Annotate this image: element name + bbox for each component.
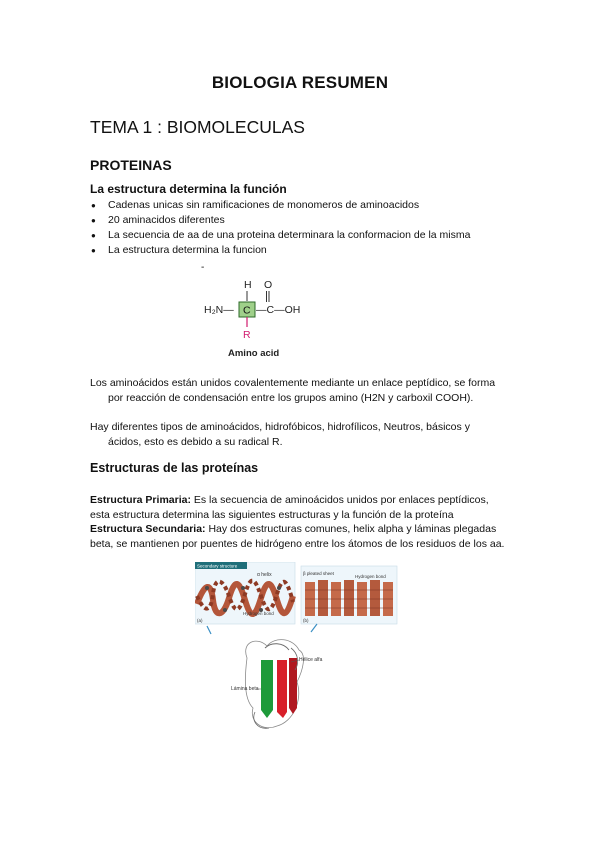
r-group-label: R bbox=[243, 329, 251, 341]
list-item: ● Cadenas unicas sin ramificaciones de monomeros de aminoacidos bbox=[90, 198, 470, 213]
alpha-carbon-label: C bbox=[243, 304, 251, 317]
pointer-arrow-left bbox=[207, 626, 211, 634]
paragraph-aminoacid-types bbox=[90, 420, 528, 450]
hydrogen-bond-label-left: Hydrogen bond bbox=[243, 611, 274, 616]
paragraph-line: ácidos, esto es debido a su radical R. bbox=[108, 436, 283, 448]
figure-panel-title: Secondary structure bbox=[197, 563, 238, 569]
panel-letter-a: (a) bbox=[197, 618, 203, 623]
primary-structure-paragraph bbox=[90, 493, 528, 523]
stray-mark: - bbox=[201, 262, 205, 273]
panel-letter-b: (b) bbox=[303, 618, 309, 623]
paragraph-line: Los aminoácidos están unidos covalentemente mediante un enlace peptídico, se forma bbox=[90, 377, 496, 389]
oxygen-label: O bbox=[264, 279, 273, 291]
paragraph-line: Es la secuencia de aminoácidos unidos por enlaces peptídicos, bbox=[190, 494, 489, 506]
alpha-helix-label: α helix bbox=[257, 572, 272, 578]
beta-sheet-label: β pleated sheet bbox=[303, 571, 334, 576]
paragraph-line: por reacción de condensación entre los grupos amino (H2N y carboxil COOH). bbox=[108, 392, 474, 404]
structures-heading: Estructuras de las proteínas bbox=[90, 461, 259, 475]
paragraph-line: Hay dos estructuras comunes, helix alpha y láminas plegadas bbox=[205, 523, 497, 535]
secondary-structure-figure bbox=[195, 562, 407, 738]
bullet-list bbox=[90, 198, 470, 258]
paragraph-line: beta, se mantienen por puentes de hidrógeno entre los átomos de los residuos de bbox=[90, 538, 471, 550]
list-item: ● La secuencia de aa de una proteina determinara la conformacion de la misma bbox=[90, 228, 470, 243]
paragraph-peptide-bond bbox=[90, 376, 528, 406]
protein-ribbon-model bbox=[245, 640, 303, 729]
hydrogen-bond-label-right: Hydrogen bond bbox=[355, 574, 386, 579]
paragraph-line: esta estructura determina las siguientes estructuras y la función de la proteína bbox=[90, 509, 454, 521]
secondary-structure-label: Estructura Secundaria: bbox=[90, 523, 206, 535]
secondary-structure-paragraph bbox=[90, 522, 528, 552]
pointer-arrow-right bbox=[311, 624, 317, 632]
carboxyl-group-label: —C—OH bbox=[256, 304, 301, 316]
sheet-label: Lámina beta bbox=[231, 686, 259, 692]
list-item: ● 20 aminacidos diferentes bbox=[90, 213, 470, 228]
amino-acid-diagram bbox=[196, 275, 316, 363]
primary-structure-label: Estructura Primaria: bbox=[90, 494, 191, 506]
amine-group-label: H₂N— bbox=[204, 304, 234, 316]
beta-sheet-art bbox=[305, 580, 393, 616]
paragraph-line: Hay diferentes tipos de aminoácidos, hidrofóbicos, hidrofílicos, Neutros, básicos y bbox=[90, 421, 470, 433]
diagram-caption: Amino acid bbox=[228, 348, 280, 359]
helix-label: Hélice alfa bbox=[299, 657, 323, 663]
paragraph-line: los aa. bbox=[473, 538, 505, 550]
document-title: BIOLOGIA RESUMEN bbox=[211, 73, 389, 92]
hydrogen-top-label: H bbox=[244, 279, 252, 291]
subsection-heading: La estructura determina la función bbox=[90, 182, 287, 196]
section-heading: PROTEINAS bbox=[90, 157, 172, 173]
topic-heading: TEMA 1 : BIOMOLECULAS bbox=[90, 117, 305, 137]
list-item: ● La estructura determina la funcion bbox=[90, 243, 470, 258]
